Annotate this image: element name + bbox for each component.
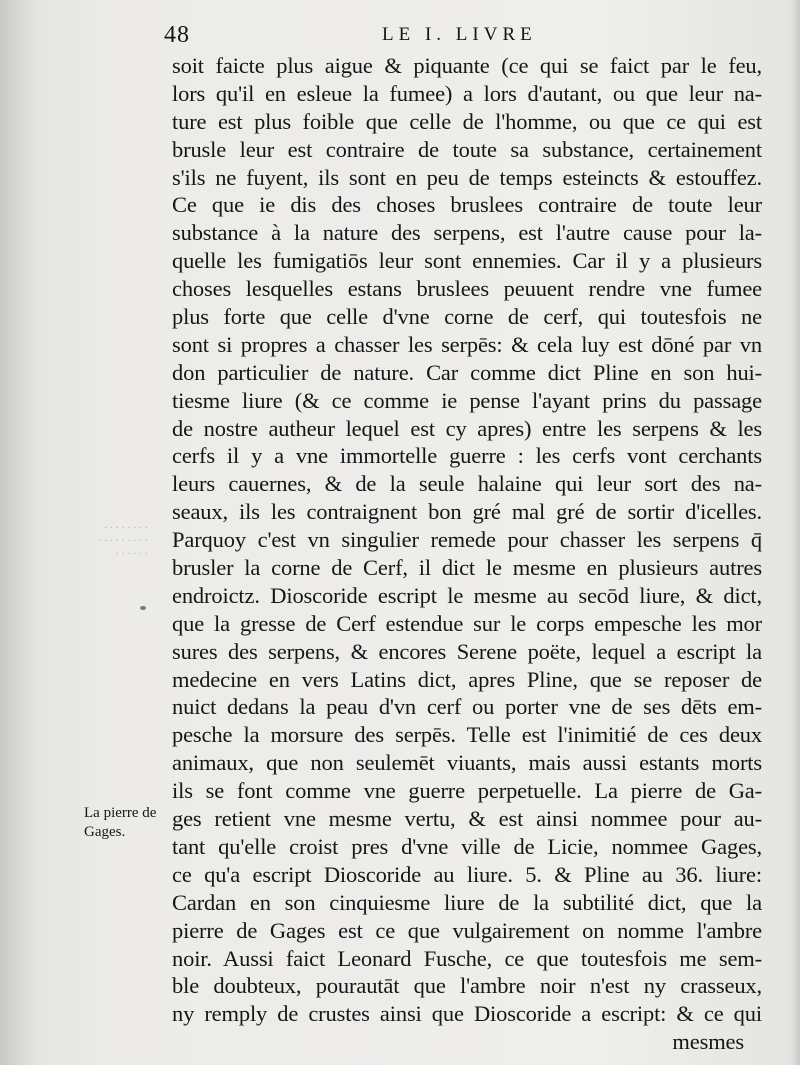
- text-line: Parquoy c'est vn singulier remede pour chasser les serpens q̄: [172, 527, 762, 553]
- text-line: tiesme liure (& ce comme ie pense l'ayant prins du passage: [172, 387, 762, 413]
- text-line: nuict dedans la peau d'vn cerf ou porter vne de ses dēts em-: [172, 694, 762, 720]
- text-line: lors qu'il en esleue la fumee) a lors d'autant, ou que leur na-: [172, 80, 762, 106]
- text-line: ges retient vne mesme vertu, & est ainsi nommee pour au-: [172, 806, 762, 832]
- text-line: tant qu'elle croist pres d'vne ville de Licie, nommee Gages,: [172, 833, 762, 859]
- margin-note: [84, 804, 174, 842]
- running-head: LE I. LIVRE: [382, 24, 537, 45]
- text-line: seaux, ils les contraignent bon gré mal gré de sortir d'icelles.: [172, 499, 762, 525]
- text-line: ny remply de crustes ainsi que Dioscoride a escript: & ce qui: [172, 1001, 762, 1027]
- text-line: ble doubteux, pourautāt que l'ambre noir n'est ny crasseux,: [172, 973, 762, 999]
- text-line: cerfs il y a vne immortelle guerre : les cerfs vont cerchants: [172, 443, 762, 469]
- page-edge-shadow: [790, 0, 800, 1065]
- text-line: soit faicte plus aigue & piquante (ce qui se faict par le feu,: [172, 53, 762, 78]
- text-line: endroictz. Dioscoride escript le mesme au secōd liure, & dict,: [172, 582, 762, 608]
- text-line: brusle leur est contraire de toute sa substance, certainement: [172, 136, 762, 162]
- text-line: pierre de Gages est ce que vulgairement on nomme l'ambre: [172, 917, 762, 943]
- text-line: sont si propres a chasser les serpēs: & cela luy est dōné par vn: [172, 331, 762, 357]
- text-line: que la gresse de Cerf estendue sur le corps empesche les mor: [172, 610, 762, 636]
- margin-note-line: Gages.: [84, 824, 126, 840]
- page-header: [160, 22, 760, 52]
- text-line: brusler la corne de Cerf, il dict le mesme en plusieurs autres: [172, 555, 762, 581]
- text-line: Ce que ie dis des choses bruslees contraire de toute leur: [172, 192, 762, 218]
- text-line: de nostre autheur lequel est cy apres) entre les serpens & les: [172, 415, 762, 441]
- text-line: noir. Aussi faict Leonard Fusche, ce que toutesfois me sem-: [172, 945, 762, 971]
- text-line: ture est plus foible que celle de l'homme, ou que ce qui est: [172, 108, 762, 134]
- ink-speck: [140, 606, 146, 610]
- text-line: animaux, que non seulemēt viuants, mais aussi estants morts: [172, 750, 762, 776]
- text-line: ils se font comme vne guerre perpetuelle. La pierre de Ga-: [172, 778, 762, 804]
- text-line: don particulier de nature. Car comme dict Pline en son hui-: [172, 359, 762, 385]
- body-text: [172, 52, 762, 1056]
- margin-note-line: La pierre de: [84, 805, 157, 821]
- text-line: plus forte que celle d'vne corne de cerf, qui toutesfois ne: [172, 304, 762, 330]
- text-line: s'ils ne fuyent, ils sont en peu de temps esteincts & estouffez.: [172, 164, 762, 190]
- text-line: quelle les fumigatiōs leur sont ennemies. Car il y a plusieurs: [172, 248, 762, 274]
- page-number: 48: [164, 22, 190, 48]
- text-line: medecine en vers Latins dict, apres Pline, que se reposer de: [172, 666, 762, 692]
- text-line: Cardan en son cinquiesme liure de la subtilité dict, que la: [172, 889, 762, 915]
- text-line: pesche la morsure des serpēs. Telle est l'inimitié de ces deux: [172, 722, 762, 748]
- text-line: ce qu'a escript Dioscoride au liure. 5. & Pline au 36. liure:: [172, 861, 762, 887]
- text-line: sures des serpens, & encores Serene poëte, lequel a escript la: [172, 638, 762, 664]
- text-line: substance à la nature des serpens, est l'autre cause pour la-: [172, 220, 762, 246]
- text-line: choses lesquelles estans bruslees peuuent rendre vne fumee: [172, 276, 762, 302]
- text-line: leurs cauernes, & de la seule halaine qui leur sort des na-: [172, 471, 762, 497]
- bleed-through-text: · · · · · · · · · · · · · · · · · · · · · · ·: [98, 523, 148, 560]
- text-line: mesmes: [672, 1029, 744, 1055]
